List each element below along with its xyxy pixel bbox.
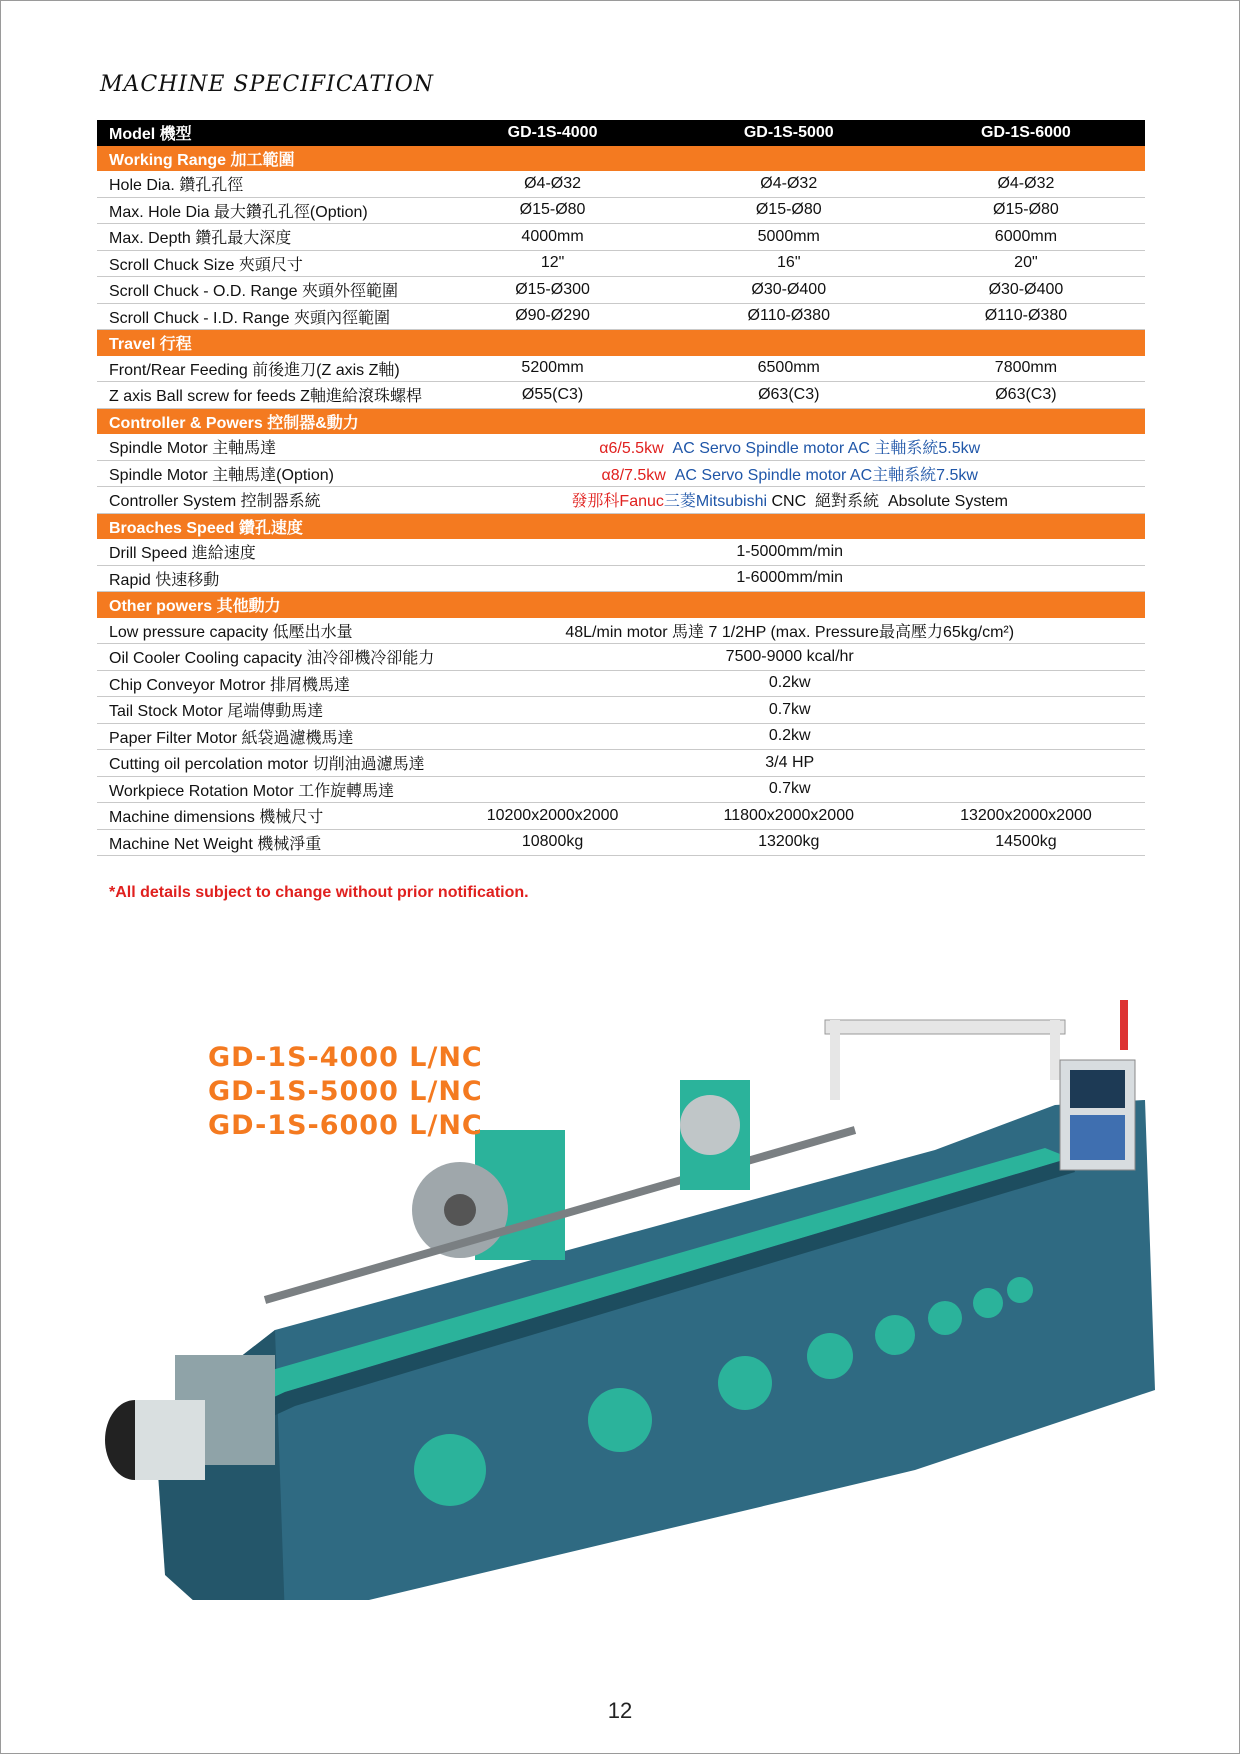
model-title-6000: GD-1S-6000 L/NC — [208, 1110, 483, 1141]
model-col-1: GD-1S-4000 — [434, 120, 670, 146]
table-row: Spindle Motor 主軸馬達 α6/5.5kw AC Servo Spindle motor AC 主軸系統5.5kw — [97, 434, 1145, 460]
model-title-5000: GD-1S-5000 L/NC — [208, 1076, 483, 1107]
table-row: Scroll Chuck - O.D. Range 夾頭外徑範圍 Ø15-Ø300 Ø30-Ø400 Ø30-Ø400 — [97, 277, 1145, 304]
table-row: Max. Hole Dia 最大鑽孔孔徑(Option) Ø15-Ø80 Ø15-Ø80 Ø15-Ø80 — [97, 197, 1145, 224]
signal-tower — [1120, 1000, 1128, 1050]
table-row: Z axis Ball screw for feeds Z軸進給滾珠螺桿 Ø55(C3) Ø63(C3) Ø63(C3) — [97, 382, 1145, 409]
table-row: Workpiece Rotation Motor 工作旋轉馬達 0.7kw — [97, 776, 1145, 803]
table-row: Controller System 控制器系統 發那科Fanuc三菱Mitsubishi CNC 絕對系統 Absolute System — [97, 487, 1145, 514]
section-controller: Controller & Powers 控制器&動力 — [97, 408, 1145, 434]
table-row: Low pressure capacity 低壓出水量 48L/min motor 馬達 7 1/2HP (max. Pressure最高壓力65kg/cm²) — [97, 618, 1145, 644]
table-row: Scroll Chuck Size 夾頭尺寸 12" 16" 20" — [97, 250, 1145, 277]
table-row: Tail Stock Motor 尾端傳動馬達 0.7kw — [97, 697, 1145, 724]
section-broaches-speed: Broaches Speed 鑽孔速度 — [97, 513, 1145, 539]
table-row: Front/Rear Feeding 前後進刀(Z axis Z軸) 5200mm 6500mm 7800mm — [97, 356, 1145, 382]
table-header-row — [97, 120, 1145, 146]
table-row: Paper Filter Motor 紙袋過濾機馬達 0.2kw — [97, 723, 1145, 750]
model-titles — [208, 1041, 483, 1143]
section-travel: Travel 行程 — [97, 330, 1145, 356]
page-heading: MACHINE SPECIFICATION — [100, 72, 435, 97]
coolant-frame — [825, 1020, 1065, 1034]
section-other-powers: Other powers 其他動力 — [97, 592, 1145, 618]
table-row: Cutting oil percolation motor 切削油過濾馬達 3/4 HP — [97, 750, 1145, 777]
table-row: Hole Dia. 鑽孔孔徑 Ø4-Ø32 Ø4-Ø32 Ø4-Ø32 — [97, 171, 1145, 197]
model-col-2: GD-1S-5000 — [671, 120, 907, 146]
page-number: 12 — [607, 1698, 633, 1723]
cnc-keypad[interactable] — [1070, 1115, 1125, 1160]
table-row: Oil Cooler Cooling capacity 油冷卻機冷卻能力 7500-9000 kcal/hr — [97, 644, 1145, 671]
spec-table — [97, 120, 1145, 856]
table-row: Scroll Chuck - I.D. Range 夾頭內徑範圍 Ø90-Ø290 Ø110-Ø380 Ø110-Ø380 — [97, 303, 1145, 330]
table-row: Rapid 快速移動 1-6000mm/min — [97, 565, 1145, 592]
table-row: Machine dimensions 機械尺寸 10200x2000x2000 11800x2000x2000 13200x2000x2000 — [97, 803, 1145, 830]
table-row: Machine Net Weight 機械淨重 10800kg 13200kg 14500kg — [97, 829, 1145, 856]
section-working-range: Working Range 加工範圍 — [97, 146, 1145, 172]
model-label: Model 機型 — [97, 120, 434, 146]
table-row: Chip Conveyor Motror 排屑機馬達 0.2kw — [97, 670, 1145, 697]
table-row: Spindle Motor 主軸馬達(Option) α8/7.5kw AC Servo Spindle motor AC主軸系統7.5kw — [97, 460, 1145, 487]
table-row: Drill Speed 進給速度 1-5000mm/min — [97, 539, 1145, 565]
disclaimer-note: *All details subject to change without prior notification. — [109, 884, 529, 901]
cnc-screen — [1070, 1070, 1125, 1108]
table-row: Max. Depth 鑽孔最大深度 4000mm 5000mm 6000mm — [97, 224, 1145, 251]
model-title-4000: GD-1S-4000 L/NC — [208, 1042, 483, 1073]
model-col-3: GD-1S-6000 — [907, 120, 1145, 146]
